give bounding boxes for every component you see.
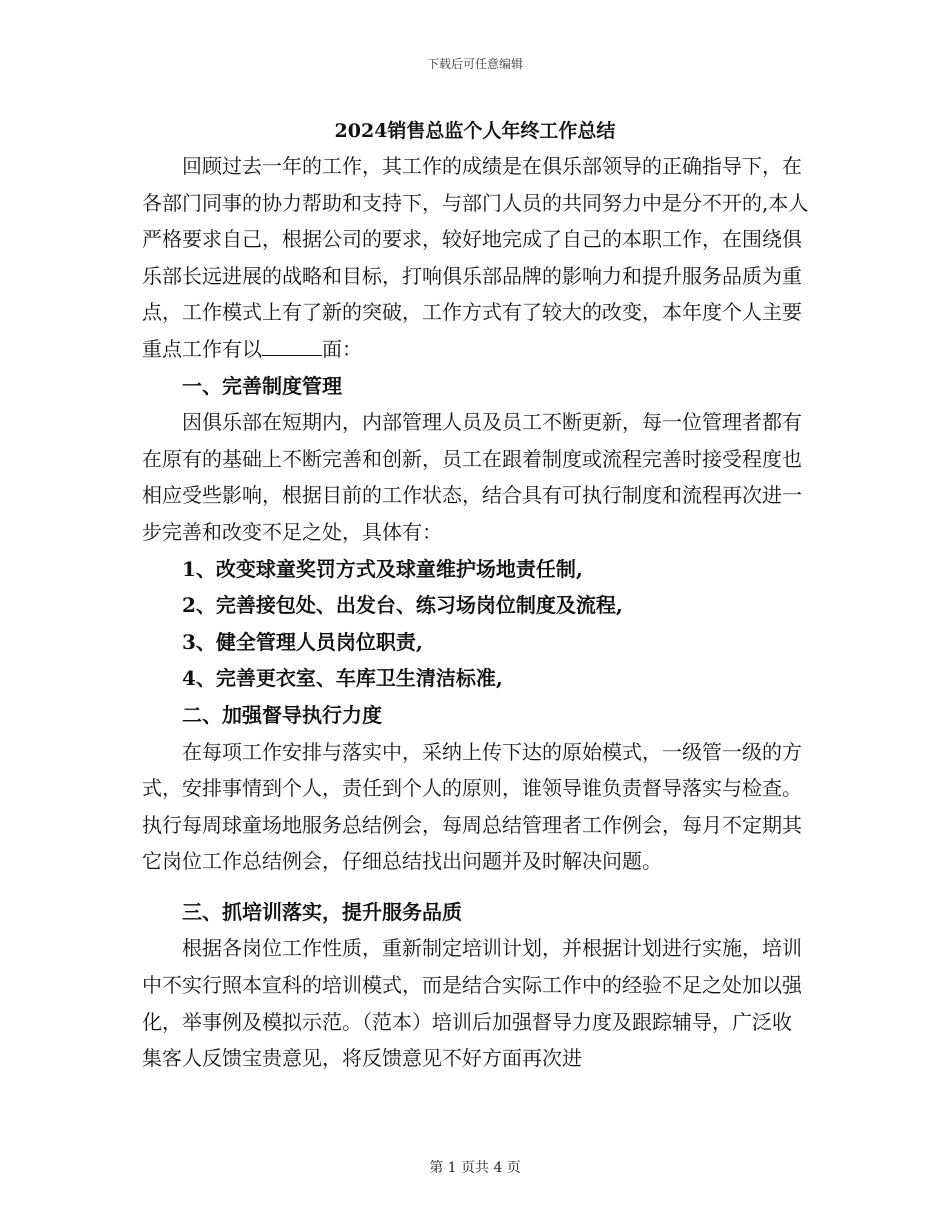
list-item-3: 3、健全管理人员岗位职责, (182, 629, 423, 654)
list-item-2: 2、完善接包处、出发台、练习场岗位制度及流程, (182, 593, 623, 618)
intro-text-end: 面： (322, 336, 362, 361)
section-heading-3: 三、抓培训落实，提升服务品质 (182, 899, 462, 924)
intro-text: 回顾过去一年的工作，其工作的成绩是在俱乐部领导的正确指导下，在各部门同事的协力帮助和支持下，与部门人员的共同努力中是分不开的,本人严格要求自己，根据公司的要求，较好地完成了自己的本职工作，在围绕俱乐部长远进展的战略和目标，打响俱乐部品牌的影响力和提升服务品质为重点，工作模式上有了新的突破，工作方式有了较大的改变，本年度个人主要重点工作有以 (142, 154, 809, 361)
section-paragraph-1: 因俱乐部在短期内，内部管理人员及员工不断更新，每一位管理者都有在原有的基础上不断完善和创新，员工在跟着制度或流程完善时接受程度也相应受些影响，根据目前的工作状态，结合具有可执行制度和流程再次进一步完善和改变不足之处，具体有： (142, 410, 802, 544)
list-item-4: 4、完善更衣室、车库卫生清洁标准, (182, 666, 503, 691)
document-title: 2024销售总监个人年终工作总结 (334, 120, 616, 142)
section-heading-2: 二、加强督导执行力度 (182, 702, 382, 727)
page-footer: 第 1 页共 4 页 (429, 1160, 521, 1176)
intro-paragraph (142, 148, 810, 368)
section-paragraph-3: 根据各岗位工作性质，重新制定培训计划，并根据计划进行实施，培训中不实行照本宣科的培训模式，而是结合实际工作中的经验不足之处加以强化，举事例及模拟示范。（范本）培训后加强督导力度及跟踪辅导，广泛收集客人反馈宝贵意见，将反馈意见不好方面再次进 (142, 936, 802, 1071)
section-paragraph-2: 在每项工作安排与落实中，采纳上传下达的原始模式，一级管一级的方式，安排事情到个人，责任到个人的原则，谁领导谁负责督导落实与检查。执行每周球童场地服务总结例会，每周总结管理者工作例会，每月不定期其它岗位工作总结例会，仔细总结找出问题并及时解决问题。 (142, 739, 802, 874)
list-item-1: 1、改变球童奖罚方式及球童维护场地责任制, (182, 556, 583, 581)
header-note: 下载后可任意编辑 (426, 57, 523, 71)
fill-blank (262, 355, 322, 356)
section-heading-1: 一、完善制度管理 (182, 373, 342, 398)
document-body (142, 148, 810, 1077)
